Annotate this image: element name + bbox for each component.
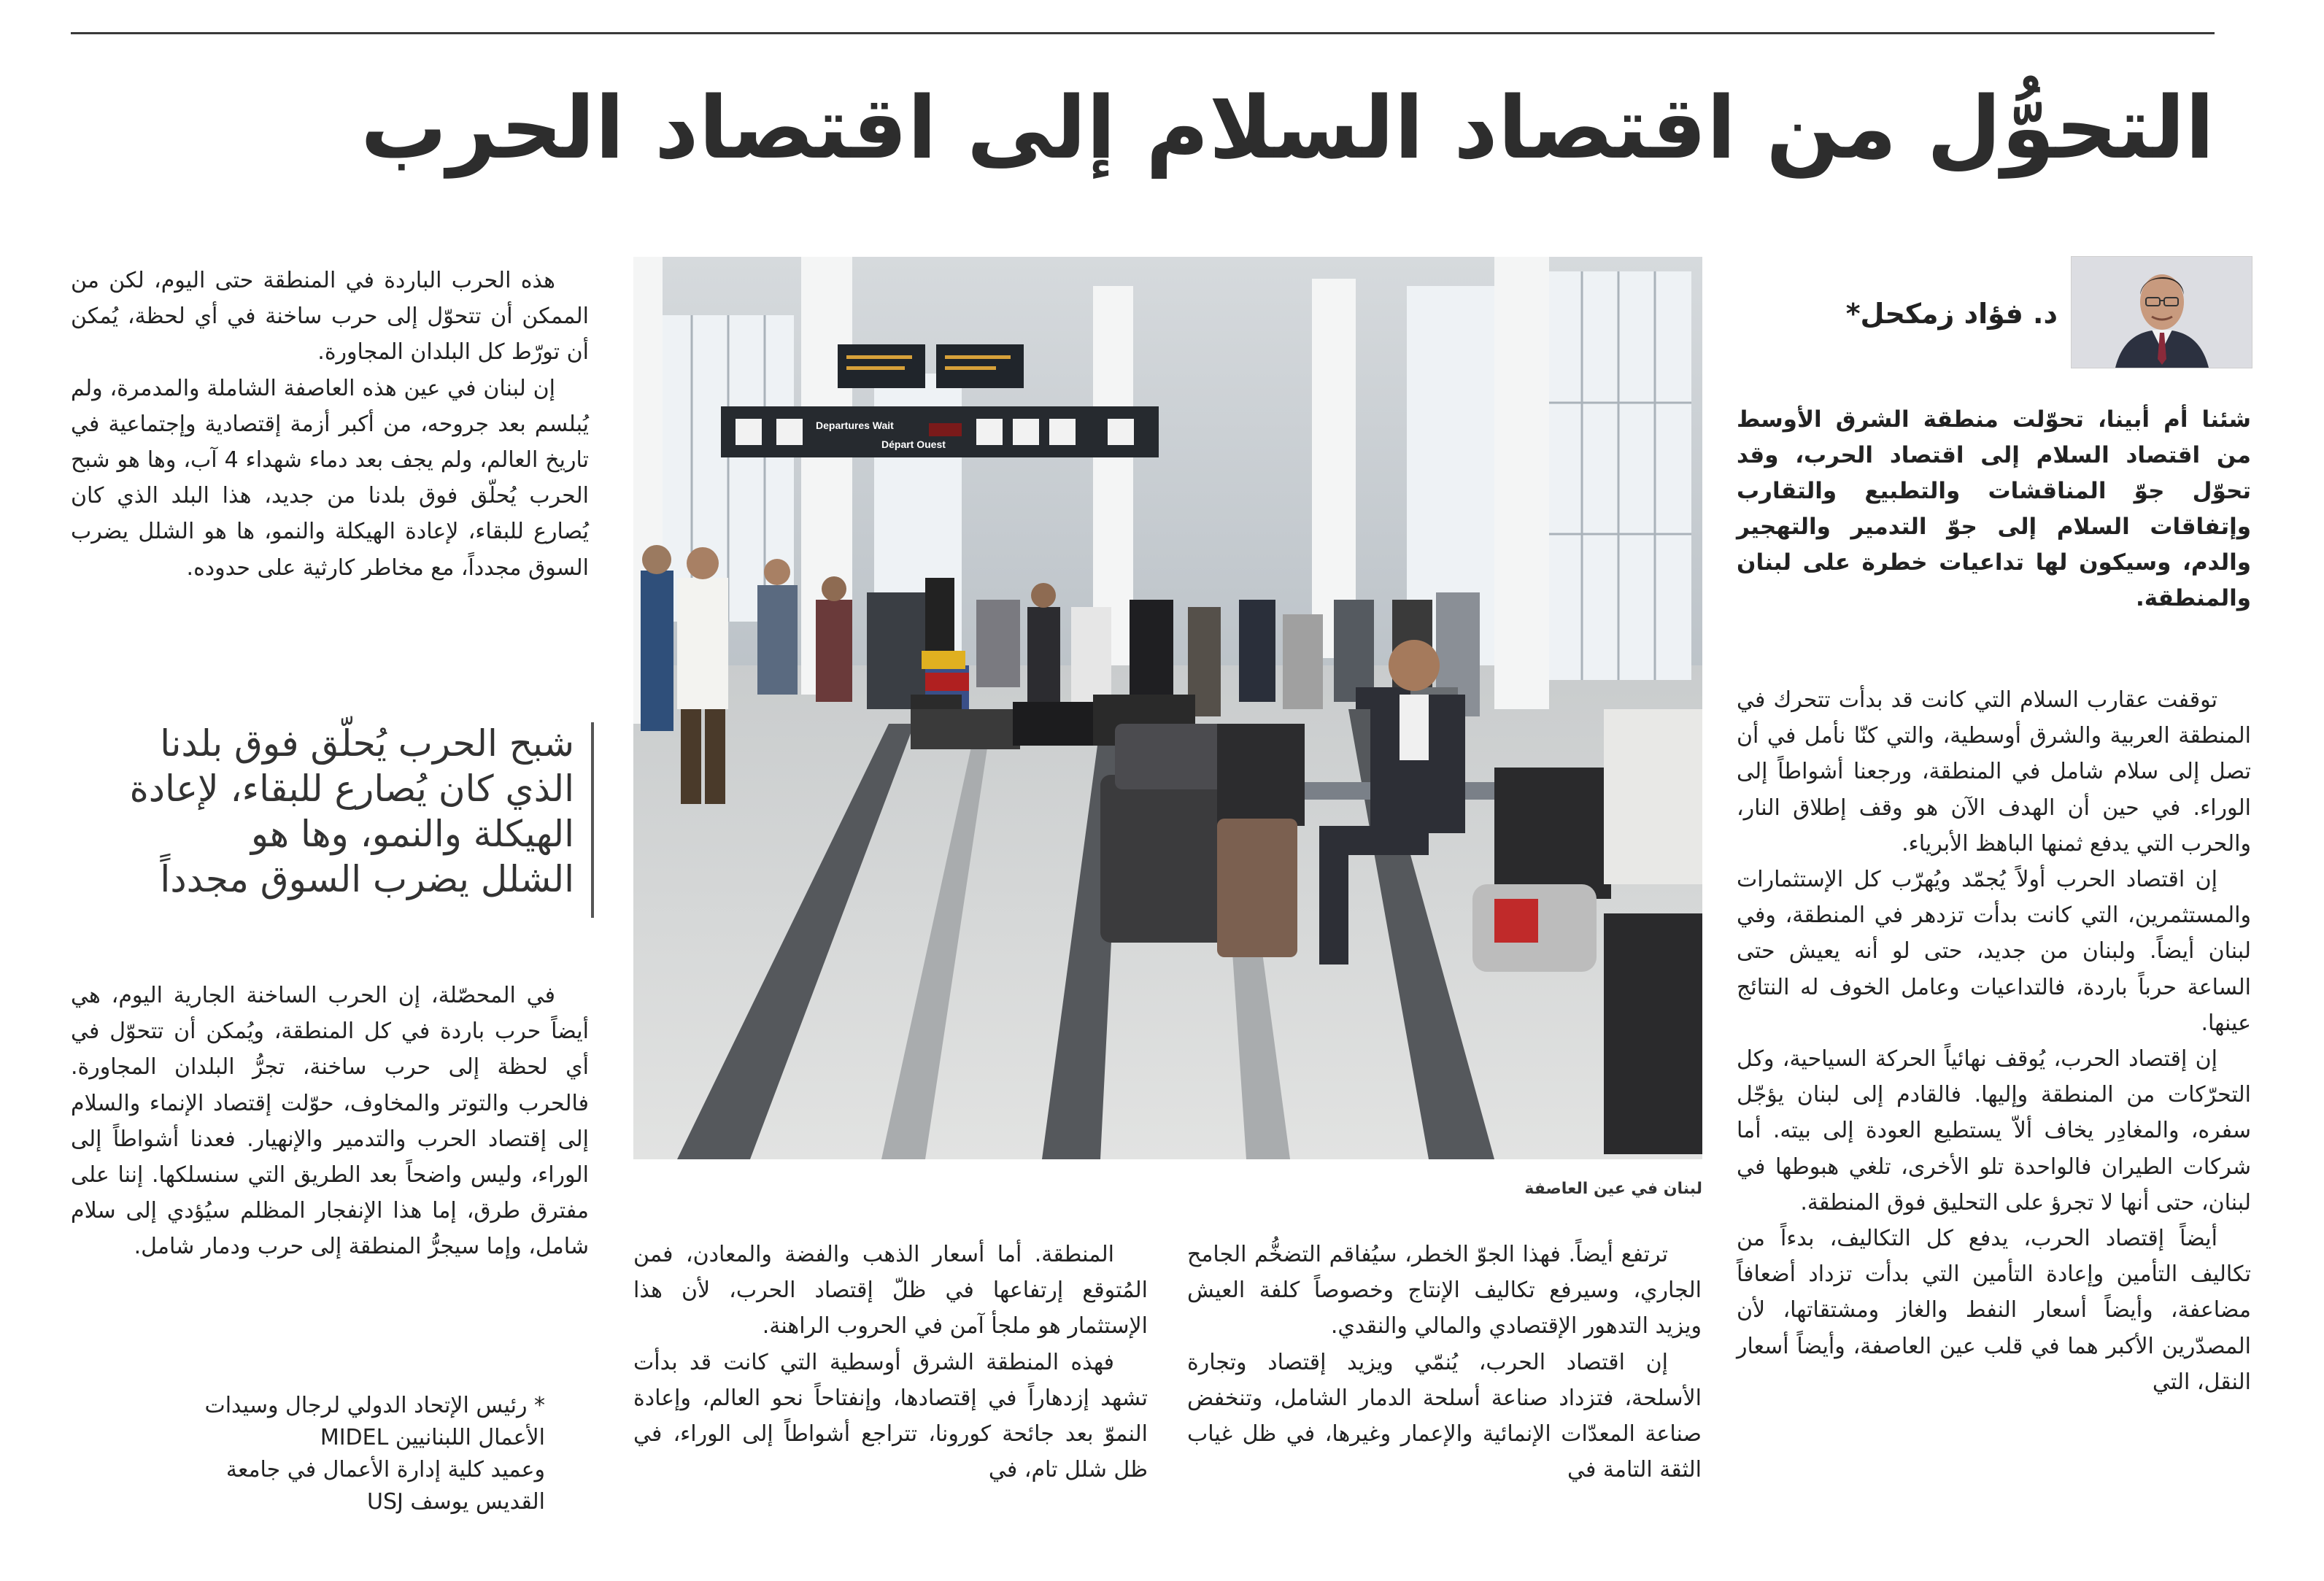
pull-quote-line: الهيكلة والنمو، وها هو: [250, 813, 574, 855]
footnote-line: الأعمال اللبنانيين MIDEL: [320, 1425, 545, 1450]
paragraph: إن اقتصاد الحرب، يُنمّي ويزيد إقتصاد وتجارة الأسلحة، فتزداد صناعة أسلحة الدمار الشامل، وتنخفض صناعة المعدّات الإنمائية والإعمار وغيرها، في ظل غياب الثقة التامة في: [1187, 1349, 1702, 1483]
lead-paragraph: شئنا أم أبينا، تحوّلت منطقة الشرق الأوسط من اقتصاد السلام إلى اقتصاد الحرب، وقد تحوّل جوّ المناقشات والتطبيع والتقارب وإتفاقات السلام إلى جوّ التدمير والتهجير والدم، وسيكون لها تداعيات خطرة على لبنان والمنطقة.: [1737, 406, 2251, 611]
headline: التحوُّل من اقتصاد السلام إلى اقتصاد الحرب: [360, 77, 2215, 178]
paragraph: فهذه المنطقة الشرق أوسطية التي كانت قد بدأت تشهد إزدهاراً في إقتصادها، وإنفتاحاً نحو العالم، وإعادة النموّ بعد جائحة كورونا، تتراجع أشواطاً إلى الوراء، في ظل شلل تام، في: [633, 1349, 1148, 1483]
footnote-line: القديس يوسف USJ: [367, 1489, 545, 1515]
column-left-top: [71, 263, 589, 686]
top-rule: [71, 32, 2215, 34]
airport-photo: [633, 257, 1702, 1159]
pull-quote-line: الشلل يضرب السوق مجدداً: [160, 858, 574, 900]
paragraph: هذه الحرب الباردة في المنطقة حتى اليوم، لكن من الممكن أن تتحوّل إلى حرب ساخنة في أي لحظة، يُمكن أن تورّط كل البلدان المجاورة.: [71, 268, 589, 366]
footnote-line: وعميد كلية إدارة الأعمال في جامعة: [225, 1457, 545, 1483]
paragraph: توقفت عقارب السلام التي كانت قد بدأت تتحرك في المنطقة العربية والشرق أوسطية، والتي كنّا نأمل في أن تصل إلى سلام شامل في المنطقة، ورجعنا أشواطاً إلى الوراء. في حين أن الهدف الآن هو وقف إطلاق النار، والحرب التي يدفع ثمنها الباهظ الأبرياء.: [1737, 687, 2251, 857]
paragraph: ترتفع أيضاً. فهذا الجوّ الخطر، سيُفاقم التضخُّم الجامح الجاري، وسيرفع تكاليف الإنتاج وخصوصاً كلفة العيش ويزيد التدهور الإقتصادي والمالي والنقدي.: [1187, 1242, 1702, 1340]
pull-quote-line: شبح الحرب يُحلّق فوق بلدنا: [160, 722, 574, 765]
paragraph: المنطقة. أما أسعار الذهب والفضة والمعادن، فمن المُتوقع إرتفاعها في ظلّ إقتصاد الحرب، لأن هذا الإستثمار هو ملجأ آمن في الحروب الراهنة.: [633, 1242, 1148, 1340]
photo-caption: لبنان في عين العاصفة: [1524, 1180, 1702, 1198]
column-middle-1: [1187, 1237, 1702, 1565]
sign-departures: Departures Wait: [816, 420, 894, 431]
author-footnote: [71, 1390, 545, 1528]
sign-depart: Départ Ouest: [881, 438, 946, 450]
pull-quote-bar: [591, 722, 594, 918]
column-left-bottom: [71, 978, 589, 1342]
pull-quote: [71, 721, 574, 918]
paragraph: إن إقتصاد الحرب، يُوقف نهائياً الحركة السياحية، وكل التحرّكات من المنطقة وإليها. فالقادم إلى لبنان يؤجّل سفره، والمغادِر يخاف ألاّ يستطيع العودة إلى بيته. أما شركات الطيران فالواحدة تلو الأخرى، تلغي هبوطها في لبنان، حتى أنها لا تجرؤ على التحليق فوق المنطقة.: [1737, 1046, 2251, 1215]
author-name: د. فؤاد زمكحل*: [1845, 298, 2058, 330]
author-photo: [2071, 256, 2252, 368]
paragraph: في المحصّلة، إن الحرب الساخنة الجارية اليوم، هي أيضاً حرب باردة في كل المنطقة، ويُمكن أن تتحوّل في أي لحظة إلى حرب ساخنة، تجرُّ البلدان المجاورة. فالحرب والتوتر والمخاوف، حوّلت إقتصاد الإنماء والسلام إلى إقتصاد الحرب والتدمير والإنهيار. فعدنا أشواطاً إلى الوراء، وليس واضحاً بعد الطريق التي سنسلكها. إننا على مفترق طرق، إما هذا الإنفجار المظلم سيُؤدي إلى سلام شامل، وإما سيجرُّ المنطقة إلى حرب ودمار شامل.: [71, 983, 589, 1260]
column-right: [1737, 682, 2251, 1543]
column-middle-2: [633, 1237, 1148, 1565]
footnote-line: * رئيس الإتحاد الدولي لرجال وسيدات: [204, 1393, 545, 1418]
paragraph: إن لبنان في عين هذه العاصفة الشاملة والمدمرة، ولم يُبلسم بعد جروحه، من أكبر أزمة إقتصادية وإجتماعية في تاريخ العالم، ولم يجف بعد دماء شهداء 4 آب، وها هو شبح الحرب يُحلّق فوق بلدنا من جديد، هذا البلد الذي كان يُصارع للبقاء، لإعادة الهيكلة والنمو، ها هو الشلل يضرب السوق مجدداً، مع مخاطر كارثية على حدوده.: [71, 375, 589, 581]
paragraph: أيضاً إقتصاد الحرب، يدفع كل التكاليف، بدءاً من تكاليف التأمين وإعادة التأمين التي بدأت تزداد أضعافاً مضاعفة، وأيضاً أسعار النفط والغاز ومشتقاتها، لأن المصدّرين الأكبر هما في قلب عين العاصفة، وأيضاً أسعار النقل، التي: [1737, 1226, 2251, 1395]
pull-quote-line: الذي كان يُصارع للبقاء، لإعادة: [129, 768, 574, 810]
paragraph: إن اقتصاد الحرب أولاً يُجمّد ويُهرّب كل الإستثمارات والمستثمرين، التي كانت بدأت تزدهر في المنطقة، وفي لبنان أيضاً. ولبنان من جديد، حتى لو أنه يعيش حتى الساعة حرباً باردة، فالتداعيات وعامل الخوف له النتائج عينها.: [1737, 867, 2251, 1036]
